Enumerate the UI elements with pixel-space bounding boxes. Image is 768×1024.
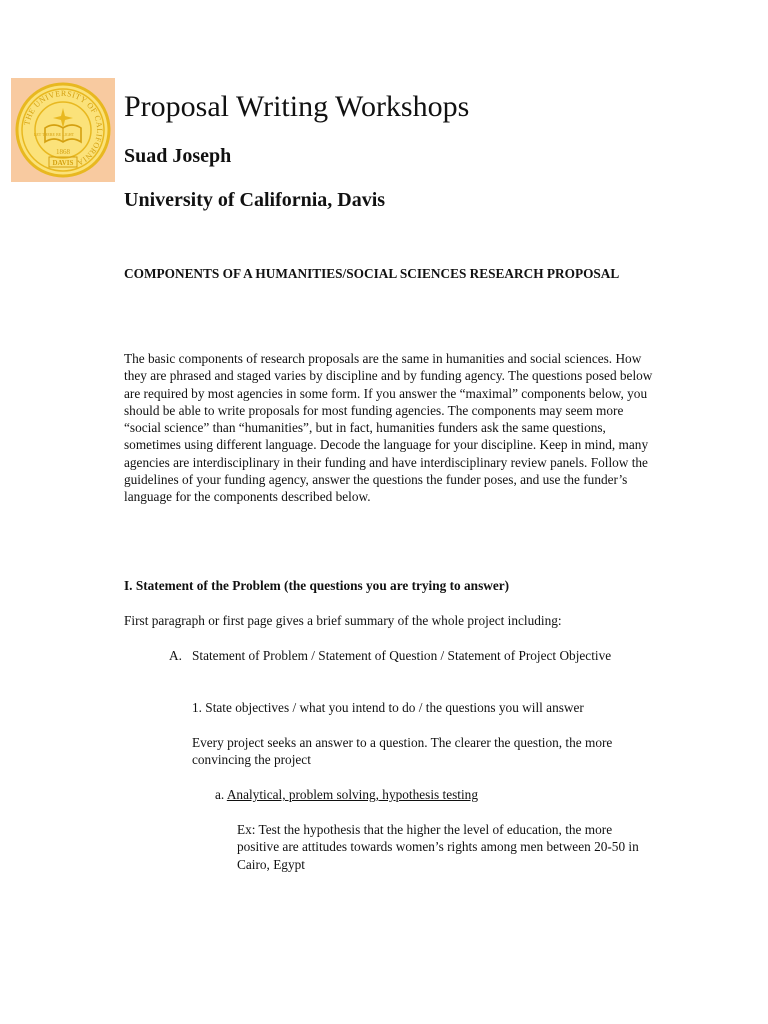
list-item-a (169, 647, 639, 664)
author-name: Suad Joseph (124, 145, 232, 167)
seal-year: 1868 (56, 148, 70, 156)
section-heading: I. Statement of the Problem (the questions you are trying to answer) (124, 578, 510, 593)
seal-motto: LET THERE BE LIGHT (33, 132, 75, 137)
sub-item-a-text: Analytical, problem solving, hypothesis testing (226, 787, 478, 802)
seal-icon (11, 78, 115, 182)
document-heading: COMPONENTS OF A HUMANITIES/SOCIAL SCIENCES RESEARCH PROPOSAL (124, 266, 620, 281)
first-paragraph: First paragraph or first page gives a brief summary of the whole project including: (124, 613, 562, 628)
sub-item-a (215, 786, 478, 803)
affiliation: University of California, Davis (124, 189, 386, 211)
intro-paragraph: The basic components of research proposals are the same in humanities and social sciences. How they are phrased and staged varies by discipline and by funding agency. The questions posed below are required by most agencies in some form. If you answer the “maximal” components below, you should be able to write proposals for most funding agencies. The components may seem more “social science” than “humanities”, but in fact, humanities funders ask the same questions, sometimes using different language. Decode the language for your discipline. Keep in mind, many agencies are interdisciplinary in their funding and have interdisciplinary review panels. Follow the guidelines of your funding agency, answer the questions the funder poses, and use the funder’s language for the components described below. (124, 351, 653, 505)
university-seal-logo (11, 78, 115, 182)
list-item-a-text: Statement of Problem / Statement of Question / Statement of Project Objective (192, 648, 612, 663)
example-paragraph: Ex: Test the hypothesis that the higher the level of education, the more positive are attitudes towards women’s rights among men between 20-50 in Cairo, Egypt (237, 822, 639, 872)
page-title: Proposal Writing Workshops (124, 90, 470, 123)
list-marker-a: A. (169, 648, 182, 663)
sub-item-a-marker: a. (215, 787, 225, 802)
seal-ring-text: THE UNIVERSITY OF CALIFORNIA (22, 88, 105, 168)
every-project-paragraph: Every project seeks an answer to a question. The clearer the question, the more convincing the project (192, 735, 613, 768)
seal-campus: DAVIS (52, 159, 74, 167)
list-item-1: 1. State objectives / what you intend to do / the questions you will answer (192, 700, 584, 715)
